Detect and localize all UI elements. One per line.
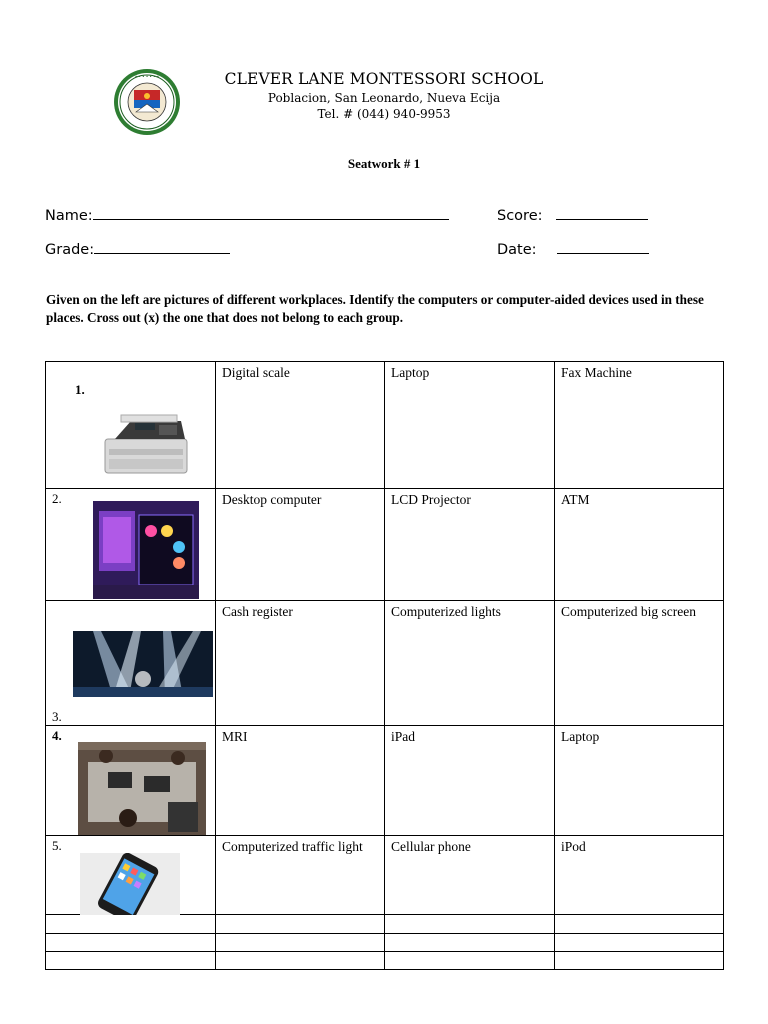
option-cell[interactable] xyxy=(555,836,724,915)
name-label: Name: xyxy=(45,208,93,224)
empty-cell[interactable] xyxy=(46,952,216,970)
item-number: 2. xyxy=(52,491,62,506)
grade-field xyxy=(45,239,230,258)
item-picture-cell xyxy=(46,489,216,601)
option-cell[interactable] xyxy=(385,726,555,836)
option-cell[interactable] xyxy=(385,836,555,915)
date-blank[interactable] xyxy=(557,239,649,254)
option-label: iPod xyxy=(561,839,586,854)
empty-cell[interactable] xyxy=(216,952,385,970)
empty-cell[interactable] xyxy=(555,934,724,952)
score-field xyxy=(497,205,648,224)
option-cell[interactable] xyxy=(555,489,724,601)
empty-cell[interactable] xyxy=(385,952,555,970)
option-label: iPad xyxy=(391,729,416,744)
smartphone-image xyxy=(80,853,180,919)
option-label: Computerized traffic light xyxy=(222,839,363,854)
empty-cell[interactable] xyxy=(555,915,724,934)
option-label: Digital scale xyxy=(222,365,290,380)
option-label: Cellular phone xyxy=(391,839,471,854)
grade-label: Grade: xyxy=(45,242,95,258)
item-picture-cell xyxy=(46,601,216,726)
school-logo xyxy=(110,68,184,136)
option-label: Computerized big screen xyxy=(561,604,696,619)
option-label: LCD Projector xyxy=(391,492,471,507)
score-label: Score: xyxy=(497,208,543,224)
item-number: 5. xyxy=(52,838,62,853)
empty-cell[interactable] xyxy=(216,934,385,952)
option-cell[interactable] xyxy=(385,362,555,489)
option-label: Computerized lights xyxy=(391,604,501,619)
option-label: Cash register xyxy=(222,604,293,619)
option-label: Desktop computer xyxy=(222,492,322,507)
table-row xyxy=(46,726,724,836)
table-row xyxy=(46,489,724,601)
option-cell[interactable] xyxy=(555,726,724,836)
item-number: 3. xyxy=(52,709,62,724)
option-cell[interactable] xyxy=(216,726,385,836)
school-address: Poblacion, San Leonardo, Nueva Ecija xyxy=(267,91,501,105)
date-field xyxy=(497,239,649,258)
option-label: Fax Machine xyxy=(561,365,632,380)
gaming-pc-image xyxy=(93,501,199,603)
item-number: 4. xyxy=(52,728,62,743)
stage-lights-image xyxy=(73,631,213,701)
grade-blank[interactable] xyxy=(94,239,230,254)
score-blank[interactable] xyxy=(556,205,648,220)
option-cell[interactable] xyxy=(555,362,724,489)
option-label: Laptop xyxy=(561,729,600,744)
office-workers-image xyxy=(78,742,206,839)
item-picture-cell xyxy=(46,836,216,915)
option-cell[interactable] xyxy=(216,362,385,489)
option-label: MRI xyxy=(222,729,248,744)
empty-table-row xyxy=(46,934,724,952)
fax-machine-image xyxy=(101,409,191,481)
empty-cell[interactable] xyxy=(555,952,724,970)
item-picture-cell xyxy=(46,726,216,836)
empty-cell[interactable] xyxy=(385,915,555,934)
worksheet-title: Seatwork # 1 xyxy=(347,156,421,171)
worksheet-table xyxy=(45,361,724,970)
name-blank[interactable] xyxy=(93,205,449,220)
table-row xyxy=(46,836,724,915)
option-cell[interactable] xyxy=(385,601,555,726)
school-name: CLEVER LANE MONTESSORI SCHOOL xyxy=(224,70,544,88)
date-label: Date: xyxy=(497,242,537,258)
empty-cell[interactable] xyxy=(46,934,216,952)
empty-cell[interactable] xyxy=(385,934,555,952)
option-label: Laptop xyxy=(391,365,430,380)
option-cell[interactable] xyxy=(216,489,385,601)
school-phone: Tel. # (044) 940-9953 xyxy=(317,107,451,121)
instructions: Given on the left are pictures of different workplaces. Identify the computers or computer-aided devices used in these places. Cross out (x) the one that does not belong to each group. xyxy=(46,292,704,325)
item-picture-cell xyxy=(46,362,216,489)
table-row xyxy=(46,601,724,726)
option-cell[interactable] xyxy=(216,601,385,726)
empty-cell[interactable] xyxy=(216,915,385,934)
option-cell[interactable] xyxy=(216,836,385,915)
empty-table-row xyxy=(46,952,724,970)
item-number: 1. xyxy=(75,382,85,397)
option-cell[interactable] xyxy=(555,601,724,726)
option-cell[interactable] xyxy=(385,489,555,601)
option-label: ATM xyxy=(561,492,590,507)
svg-text:• • • • • • •: • • • • • • • xyxy=(134,74,160,79)
table-row xyxy=(46,362,724,489)
name-field xyxy=(45,205,449,224)
